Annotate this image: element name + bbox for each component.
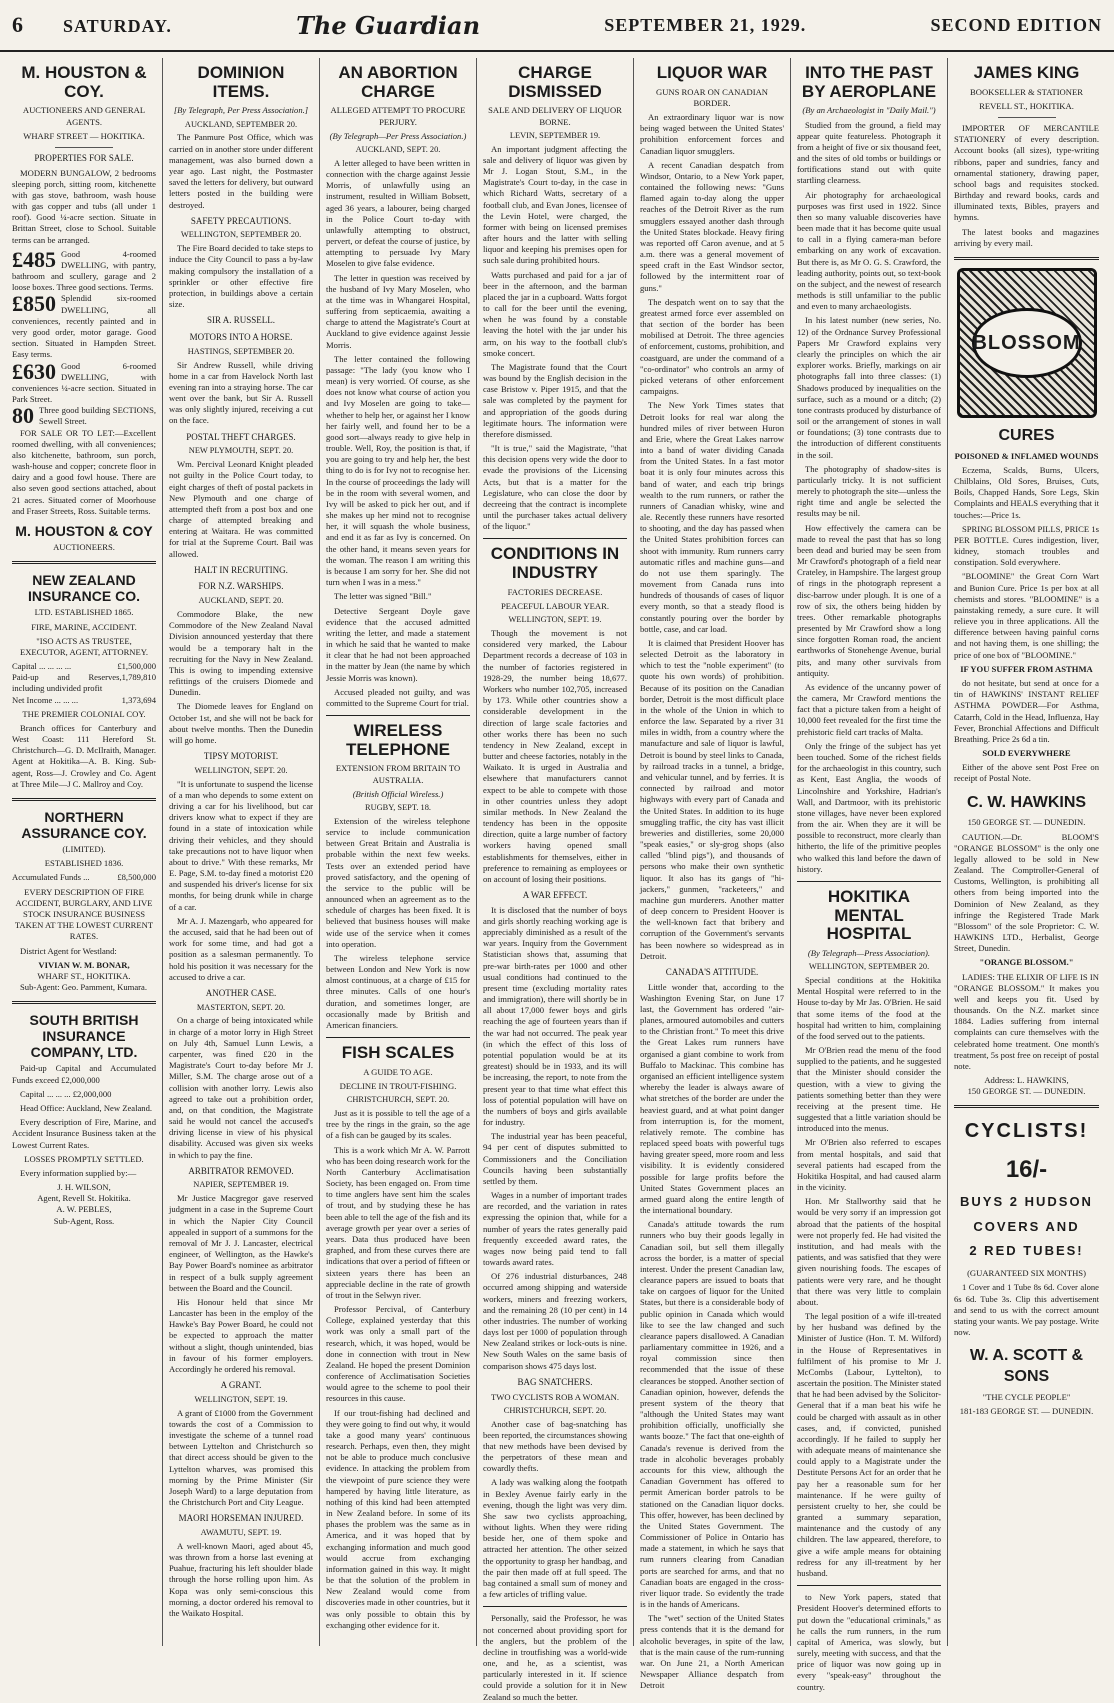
advert-text: Branch offices for Canterbury and West Coast: 111 Hereford St. Christchurch—G. D. McIlraith, Manager. Agent at Hokitika—A. B. King. Sub-agent, Ross—J. Crowley and Co. Agent at Three Mile—J C. Mallroy and Coy. [12, 722, 156, 789]
finance-label: Paid-up and Reserves, including undivided profit [12, 672, 122, 694]
sub-agent: Sub-Agent: Geo. Pamment, Kumara. [20, 982, 147, 993]
article-paragraph: Professor Percival, of Canterbury College, explained yesterday that this work was only a small part of the research, which, it was hoped, would be done in connection with trout in New Zealand. He hoped the present Dominion conference of Acclimatisation Societies would agree to the scheme to pool their resources in this cause. [326, 1304, 470, 1404]
article-paragraph: Wm. Percival Leonard Knight pleaded not guilty in the Police Court today, to eight charges of theft of postal packets in New Plymouth and one charge of attempted theft from a post box and one charge of attempted breaking and entering at Waitara. He was committed for trial at the Supreme Court. Bail was allowed. [169, 459, 313, 559]
property-listing [12, 246, 156, 294]
advert-subheading: (GUARANTEED SIX MONTHS) [967, 1268, 1086, 1279]
article-paragraph: Studied from the ground, a field may appear quite featureless. Photograph it from a height of five or six thousand feet, and the sites of old tombs or buildings or fortifications stand out with quite startling clearness. [797, 119, 941, 186]
article-subheading: ALLEGED ATTEMPT TO PROCURE PERJURY. [330, 105, 466, 127]
advert-text: MODERN BUNGALOW, 2 bedrooms sleeping porch, sitting room, kitchenette with gas stove, bathroom, wash house with gas copper and tubs (all under 1 roof). Good ¼-acre section. Situate in Brittan Street, close to School. Suitable terms can be arranged. [12, 167, 156, 245]
advertiser-address: 150 GEORGE ST. — DUNEDIN. [967, 817, 1086, 828]
property-listing [12, 358, 156, 406]
advert-text: Head Office: Auckland, New Zealand. [20, 1102, 153, 1113]
advertiser-name: W. A. SCOTT & SONS [969, 1347, 1084, 1386]
insurer-limited: (LIMITED). [62, 844, 106, 855]
masthead-day: SATURDAY. [63, 16, 172, 36]
dateline: NAPIER, SEPTEMBER 19. [193, 1180, 289, 1190]
property-price: £485 [12, 246, 56, 272]
agent-address: Sub-Agent, Ross. [53, 1215, 115, 1226]
dateline: WELLINGTON, SEPT. 19. [194, 1394, 288, 1404]
column-2 [163, 58, 320, 1646]
article-paragraph: The Panmure Post Office, which was carried on in another store under different management, was also burned down a year ago. Last night, the Postmaster saved the letters for delivery, but outward letters posted in the building were destroyed. [169, 132, 313, 210]
article-paragraph: Mr A. J. Mazengarb, who appeared for the accused, said that he had been out of work for some time, and had got a position as a salesman permanently. To hold his position it was necessary for the accused to drive a car. [169, 915, 313, 982]
advert-line: 2 RED TUBES! [969, 1243, 1084, 1259]
article-subheading: DECLINE IN TROUT-FISHING. [339, 1081, 457, 1091]
advert-text: Every information supplied by:— [20, 1167, 137, 1178]
advert-subheading: POISONED & INFLAMED WOUNDS [954, 450, 1099, 461]
article-subheading: CANADA'S ATTITUDE. [665, 966, 759, 977]
dateline: AUCKLAND, SEPTEMBER 20. [184, 119, 298, 129]
masthead-left [12, 12, 172, 38]
article-paragraph: "It is true," said the Magistrate, "that this decision opens very wide the door to evade the provisions of the Licensing Acts, but that is a matter for the Legislature, who can close the door by decreeing that the contract is incomplete until the purchaser takes actual delivery of the liquor." [483, 443, 627, 532]
divider [326, 715, 470, 716]
advert-text: CAUTION.—Dr. BLOOM'S "ORANGE BLOSSOM" is the only one legally allowed to be sold in New Zealand. The Comptroller-General of Customs, Wellington, is prohibiting all others from being imported into the Dominion of New Zealand, as they infringe the Registered Trade Mark "Blossom" of the sole Proprietor: C. W. HAWKINS LTD., Herbalist, George Street, Dunedin. [954, 831, 1099, 954]
dateline: AUCKLAND, SEPT. 20. [355, 144, 441, 154]
article-paragraph: The industrial year has been peaceful, 94 per cent of disputes submitted to Commissioners and the Conciliation Councils having been substantially settled by them. [483, 1131, 627, 1186]
finance-label: Capital ... ... ... ... [12, 661, 72, 672]
divider [483, 538, 627, 539]
article-paragraph: Accused pleaded not guilty, and was committed to the Supreme Court for trial. [326, 686, 470, 708]
advert-text: SPRING BLOSSOM PILLS, PRICE 1s PER BOTTLE. Cures indigestion, liver, kidney, stomach troubles and constipation. Sold everywhere. [954, 523, 1099, 568]
article-paragraph: In his latest number (new series, No. 12) of the Ordnance Survey Professional Papers Mr Crawford explains very clearly the principles on which the air explorer works. Briefly, markings on air photographs fall into three classes: (1) Shadows produced by inequalities on the surface, such as a mound or a ditch; (2) tone contrasts produced by disturbance of soil or the arrangement of stones in wall or foundations; (3) tone contrasts due to the introduction of different constituents in the soil. [797, 315, 941, 460]
article-subheading: GUNS ROAR ON CANADIAN BORDER. [656, 86, 768, 108]
advert-line: BUYS 2 HUDSON [960, 1193, 1093, 1209]
article-paragraph: Of 276 industrial disturbances, 248 occurred among shipping and waterside workers, miners and freezing workers, and the remaining 28 (10 per cent) in 14 other industries. The number of working days lost per 1000 of population through New Zealand strikes or lock-outs is nine. New South Wales on the same basis of comparison shows 475 days lost. [483, 1271, 627, 1371]
article-subheading: PEACEFUL LABOUR YEAR. [501, 601, 609, 612]
edition-label: SECOND EDITION [930, 14, 1102, 35]
divider [998, 117, 1056, 118]
article-paragraph: A letter alleged to have been written in connection with the charge against Jessie Morris, of unlawfully using an instrument, resulted in William Bobsett, aged 36 years, a labourer, being charged in the Police Court to-day with unlawfully attempting to obstruct, pervert, or defeat the course of justice, by attempting to persuade Ivy Mary Moselen to give false evidence. [326, 157, 470, 269]
article-subheading: ANOTHER CASE. [205, 987, 277, 998]
article-subheading: HALT IN RECRUITING. [194, 564, 288, 575]
insurer-name: SOUTH BRITISH INSURANCE COMPANY, LTD. [29, 1012, 139, 1061]
agent-address: WHARF ST., HOKITIKA. [37, 970, 131, 981]
article-paragraph: As evidence of the uncanny power of the camera, Mr Crawford mentions the fact that a picture taken from a height of 10,000 feet revealed for the first time the prehistoric field cart tracks of Malta. [797, 681, 941, 737]
masthead-date: SEPTEMBER 21, 1929. [604, 14, 807, 35]
property-price: £630 [12, 358, 56, 384]
property-text: Good 4-roomed DWELLING, with pantry, bathroom and scullery, garage and 2 loose boxes. Three good sections. Terms. [12, 248, 156, 293]
article-paragraph: Little wonder that, according to the Washington Evening Star, on June 17 last, the Government has ordered "air-planes, armoured automobiles and cutters to the Christian front." To meet this drive the Great Lakes rum runners have organised a giant combine to work from Buffalo to Mackinac. This combine has organised an efficient intelligence system whereby the leader is always aware of what stretches of the border are under the heaviest guard, and at what point danger from interruption is, for the moment, relatively remote. The combine has replaced speed boats with powerful tugs having greater speed, more room and less visibility. It is evidently considered possible for large profits before the United States Government places an armed guard along the entire length of the international boundary. [640, 981, 784, 1216]
insurer-type: FIRE, MARINE, ACCIDENT. [31, 621, 137, 632]
article-paragraph: This is a work which Mr A. W. Parrott who has been doing research work for the North Canterbury Acclimatisation Society, has been engaged on. From time to time anglers have sent him the scales of trout, and by studying these he has been able to tell the age of the fish and its average growth per year over a series of years. Data thus produced have been graphed, and from these curves there are indications that over a period of fifteen or sixteen years there has been an appreciable decline in the rate of growth of trout in the Selwyn river. [326, 1144, 470, 1300]
advert-text: Either of the above sent Post Free on receipt of Postal Note. [954, 762, 1099, 784]
advert-address-label: Address: L. HAWKINS, [984, 1075, 1069, 1086]
article-paragraph: Only the fringe of the subject has yet been touched. Some of the richest fields for the archaeologist in this country, such as Kent, East Anglia, the woods of Lincolnshire and Yorkshire, Hadrian's Wall, and Dartmoor, with its prehistoric stone villages, have never been explored from the air. When they are it will be possible to reconstruct, more clearly than hitherto, the life of the primitive peoples who walked this land before the dawn of history. [797, 740, 941, 874]
insurer-established: LTD. ESTABLISHED 1865. [34, 607, 134, 618]
article-paragraph: to New York papers, stated that President Hoover's determined efforts to put down the "educational criminals," as he calls the rum runners, in the rum capital of America, was slowly, but surely, meeting with success, and that the price of liquor was now going up in every "speak-easy" throughout the country. [797, 1592, 941, 1692]
insurer-acts: "ISO ACTS AS TRUSTEE, EXECUTOR, AGENT, ATTORNEY. [19, 635, 149, 657]
article-headline: CHARGE DISMISSED [508, 63, 602, 101]
article-headline: LIQUOR WAR [656, 63, 768, 82]
dateline: CHRISTCHURCH, SEPT. 20. [346, 1095, 450, 1105]
article-paragraph: How effectively the camera can be made to reveal the past that has so long been dead and buried may be seen from Mr Crawford's photograph of a field near Crateley, in Hampshire. The largest group of rings in the photograph represent a disc-barrow under plough. It is one of a row of six, the others being hidden by trees. Other remarkable photographs presented by Mr Crawford show a long since forgotten Roman road, the ancient earthworks of Stonehenge Avenue, burial pits, and many other survivals from antiquity. [797, 522, 941, 678]
insurer-tagline: THE PREMIER COLONIAL COY. [22, 708, 146, 719]
dateline: MASTERTON, SEPT. 20. [196, 1002, 286, 1012]
article-paragraph: The wireless telephone service between London and New York is now almost continuous, at a charge of £15 for three minutes. Calls of one hour's duration, and sometimes longer, are occasionally made by British and American financiers. [326, 952, 470, 1030]
article-paragraph: A grant of £1000 from the Government towards the cost of a Commission to investigate the scheme of a tunnel road between Lyttelton and Christchurch so that direct access should be given to the Lyttelton wharves, was promised this morning by the Prime Minister (Sir Joseph Ward) to a large deputation from the Christchurch Port and City League. [169, 1407, 313, 1508]
page-number: 6 [12, 12, 23, 37]
logo-emblem [972, 308, 1082, 378]
article-paragraph: Special conditions at the Hokitika Mental Hospital were referred to in the House to-day by Mr Jas. O'Brien. He said that some items of the food at the hospital had written to him, complaining of the food served out to the patients. [797, 975, 941, 1041]
divider [55, 147, 113, 148]
article-paragraph: Just as it is possible to tell the age of a tree by the rings in the grain, so the age of a fish can be gauged by its scales. [326, 1108, 470, 1141]
advert-subheading: "THE CYCLE PEOPLE" [982, 1391, 1071, 1402]
article-byline: (By Telegraph—Press Association). [807, 947, 931, 958]
divider [12, 798, 156, 801]
divider [954, 257, 1099, 260]
advert-text: Every description of Fire, Marine, and Accident Insurance Business taken at the Lowest Current Rates. [12, 1117, 156, 1150]
article-paragraph: Sir Andrew Russell, while driving home in a car from Havelock North last evening ran into a straying horse. The car went over the bank, but Sir A. Russell was only slightly injured, receiving a cut on the face. [169, 359, 313, 426]
article-paragraph: Extension of the wireless telephone service to include communication between Great Britain and Australia is probable within the next few weeks. Tests over an extended period have proved satisfactory, and the opening of the service to the public will be announced when an agreement as to the schedule of charges has been fixed. It is believed that business houses will make wide use of the service when it comes into operation. [326, 815, 470, 949]
article-paragraph: "It is unfortunate to suspend the license of a man who depends to some extent on driving a car for his livelihood, but car drivers know what to expect if they are found in a state of intoxication while driving their vehicles, and they should take precautions not to have liquor when about to drive." With these remarks, Mr E. Page, S.M. to-day fined a motorist £20 and suspended his driver's license for six months, for being drunk while in charge of a car. [169, 778, 313, 912]
property-listing [12, 405, 156, 427]
article-paragraph: The letter in question was received by the husband of Ivy Mary Moselen, who at the time was in Whangarei Hospital, suffering from septicaemia, awaiting a charge to attend the Magistrate's Court at Auckland to give evidence against Jessie Morris. [326, 272, 470, 350]
article-paragraph: A lady was walking along the footpath in Bexley Avenue fairly early in the evening, though the light was very dim. She saw two cyclists approaching, without lights. When they were riding beside her, one of them spoke and attracted her attention. The other seized the opportunity to grasp her handbag, and the pair then made off at full speed. The bag contained a small sum of money and a few articles of trifling value. [483, 1477, 627, 1600]
advertiser-address: 150 GEORGE ST. — DUNEDIN. [967, 1086, 1086, 1097]
article-paragraph: Mr Justice Macgregor gave reserved judgment in a case in the Supreme Court in which the Napier City Council appealed in support of a summons for the removal of Mr J. J. Lancaster, electrical engineer, of Wellington, as the Hawke's Bay Power Board's nominee as arbitrator in respect of a bulk supply agreement between the Board and the Council. [169, 1193, 313, 1293]
article-subheading: A GRANT. [220, 1380, 262, 1391]
article-headline: DOMINION ITEMS. [197, 63, 285, 101]
divider [797, 1585, 941, 1586]
article-subheading: ARBITRATOR REMOVED. [188, 1165, 294, 1176]
advertiser-role: AUCTIONEERS. [53, 542, 115, 552]
finance-row [12, 872, 156, 883]
dateline: NEW PLYMOUTH, SEPT. 20. [188, 446, 294, 456]
article-subheading: A WAR EFFECT. [522, 890, 588, 901]
advertiser-address: WHARF STREET — HOKITIKA. [23, 130, 145, 141]
property-text: Splendid six-roomed DWELLING, all conveniences, recently painted and in very good order, motor garage. Good section. Situated in Hampden Street. Easy terms. [12, 293, 156, 360]
advert-text: do not hesitate, but send at once for a tin of HAWKINS' INSTANT RELIEF ASTHMA POWDER—For Asthma, Catarrh, Cold in the Head, Influenza, Hay Fever, Bronchial Affections and Difficult Breathing. Price 2s 6d a tin. [954, 677, 1099, 744]
finance-value: 1,789,810 [121, 672, 156, 683]
advert-text: Capital ... ... ... £2,000,000 [20, 1088, 112, 1099]
article-subheading: SALE AND DELIVERY OF LIQUOR BORNE. [488, 105, 622, 127]
finance-label: Accumulated Funds ... [12, 872, 90, 883]
article-paragraph: Canada's attitude towards the rum runners who buy their goods legally in Canadian soil, but sell them illegally across the border, is a matter of special interest. Under the present Canadian law, clearance papers are issued to boats that take on cargoes of liquor for the United States, but there is a considerable body of public opinion in Canada which would like to see the law changed and such clearance papers disallowed. A Canadian parliamentary committee in 1926, and a royal commission since then recommended that the issue of these clearances be stopped. Another section of Canadian opinion, however, defends the present system of the theory that "although the United States may want prohibition officially, unofficially she wants booze." The fact that one-eighth of Canada's revenue is derived from the trade in alcoholic beverages probably accounts for this view, although the Canadian Government has offered to permit American border patrols to be stationed on the Canadian liquor docks. This offer, however, has been declined by the United States Government. The Commissioner of Police in Ontario has made a statement, in which he says that rum runners clearing from Canadian ports are searched for arms, and that no Canadian boats are engaged in the cross-river liquor trade. So evidently the trade is in the hands of Americans. [640, 1219, 784, 1610]
advertiser-name: JAMES KING [973, 63, 1080, 82]
article-paragraph: Hon. Mr Stallworthy said that he would be very sorry if an impression got abroad that the patients of the hospital were not properly fed. He had visited the institution, and had meals with the patients, and was satisfied that they were given nourishing foods. The escapes of patients were very rare, and he thought that there was very little to complain about. [797, 1196, 941, 1307]
article-paragraph: Mr O'Brien read the menu of the food supplied to the patients, and he suggested that the Minister should consider the question, with a view to giving the patients something better than they were receiving at the present time. He suggested that a little variation should be introduced into the menus. [797, 1045, 941, 1134]
article-paragraph: His Honour held that since Mr Lancaster has been in the employ of the Hawke's Bay Power Board, he could not be expected to approach the matter without a slight, though unintended, bias in favour of his former employers. Accordingly he ordered his removal. [169, 1296, 313, 1374]
newspaper-columns [6, 58, 1108, 1702]
article-byline: [By Telegraph, Per Press Association.] [173, 105, 309, 116]
property-listing [12, 293, 156, 360]
advertiser-role: AUCTIONEERS AND GENERAL AGENTS. [22, 105, 146, 127]
masthead [0, 0, 1114, 52]
article-headline: FISH SCALES [341, 1043, 455, 1063]
article-paragraph: An extraordinary liquor war is now being waged between the United States' prohibition enforcement forces and Canadian liquor smugglers. [640, 112, 784, 156]
agent-name: VIVIAN W. M. BONAR, [38, 959, 130, 970]
advert-heading: CYCLISTS! [964, 1120, 1089, 1143]
article-paragraph: Wages in a number of important trades are recorded, and the variation in rates expressing the opinion that, while for a number of years the rates generally paid frequently exceeded award rates, the wages now being paid tend to fall towards award rates. [483, 1190, 627, 1268]
article-paragraph: If our trout-fishing had declined and they were going to find out why, it would take a good many years' continuous research. Perhaps, even then, they might not be able to produce much conclusive evidence. In attacking the problem from the viewpoint of pure science they were hampered by having little literature, as nothing of this kind had been attempted in New Zealand before. In some of its phases the problem was the same as in America, and it was hoped that by exchanging information and much good would accrue from exchanging information gained in this way. It might be that the solution of the problem in New Zealand would come from discoveries made in other countries, but it was only possible to obtain this by exchanging other evidence for it. [326, 1407, 470, 1630]
dateline: CHRISTCHURCH, SEPT. 20. [503, 1405, 607, 1415]
article-byline: (By Telegraph—Per Press Association.) [329, 130, 467, 141]
dateline: HASTINGS, SEPTEMBER 20. [187, 346, 295, 356]
advert-text: Paid-up Capital and Accumulated Funds exceed £2,000,000 [12, 1063, 156, 1085]
article-paragraph: The letter contained the following passage: "The lady (you know who I mean) is very worried. Of course, as she does not know what course of action you and Ivy Moselen are going to take—whether to help her, or against her I know her fairly well, and found her to be a good sort—always ready to give help in trouble. Well, Roy, the position is that, if you are going to try and help her, the best thing to do is for Ivy not to recognise her. In the course of proceedings the lady will be in the room with several women, and Ivy will be asked to pick her out, and if she makes up her mind not to recognise her, it will squash the whole business, and end it as far as Ivy is concerned. On the other hand, it means seven years for the woman. The reason I am writing this is because I am sorry for her. She did not turn when I was in a mess." [326, 353, 470, 588]
article-paragraph: Personally, said the Professor, he was not concerned about providing sport for the anglers, but the problem of the decline in troutfishing was a world-wide one, and he, as a scientist, was particularly interested in it. If science could provide a solution for it in New Zealand so much the better. [483, 1613, 627, 1702]
insurer-description: EVERY DESCRIPTION OF FIRE ACCIDENT, BURGLARY, AND LIVE STOCK INSURANCE BUSINESS TAKEN AT THE LOWEST CURRENT RATES. [14, 886, 154, 942]
finance-value: 1,373,694 [121, 694, 156, 705]
agent-label: District Agent for Westland: [20, 945, 117, 956]
article-subheading: SIR A. RUSSELL. [206, 315, 275, 326]
article-subheading: MOTORS INTO A HORSE. [189, 332, 293, 342]
article-paragraph: A well-known Maori, aged about 45, was thrown from a horse last evening at Puahue, fracturing his left shoulder blade through the horse rolling upon him. As Kopa was only semi-conscious this morning, a doctor ordered his removal to the Waikato Hospital. [169, 1540, 313, 1618]
article-paragraph: An important judgment affecting the sale and delivery of liquor was given by Mr J. Logan Stout, S.M., in the Magistrate's Court to-day, in the case in which Richard Watts, secretary of a football club, and Evan Jones, licensee of the Levin Hotel, were charged, the former with being on licensed premises after hours and the latter with selling liquor and keeping his premises open for such sale during prohibited hours. [483, 143, 627, 266]
spring-blossom-logo-icon [957, 268, 1097, 418]
article-paragraph: Mr O'Brien also referred to escapes from mental hospitals, and said that several patients had escaped from the Hokitika Hospital, and had caused alarm in the vicinity. [797, 1137, 941, 1193]
article-paragraph: On a charge of being intoxicated while in charge of a motor lorry in High Street on July 4th, Samuel Lunn Lewis, a carpenter, was fined £20 in the Magistrate's Court to-day before Mr J. Miller, S.M. The charge arose out of a collision with another lorry. Lewis also agreed to take out a prohibition order, and, on that condition, the Magistrate said he would not cancel the accused's driving license in view of his physical disability. Accused was given six weeks in which to pay the fine. [169, 1015, 313, 1160]
article-paragraph: The letter was signed "Bill." [334, 591, 432, 602]
agent-address: Agent, Revell St. Hokitika. [37, 1193, 131, 1204]
advert-text: 1 Cover and 1 Tube 8s 6d. Cover alone 6s 6d. Tube 3s. Clip this advertisement and send to us with the correct amount stating your wants. We pay postage. Write now. [954, 1282, 1099, 1338]
dateline: WELLINGTON, SEPTEMBER 20. [180, 230, 302, 240]
article-headline: WIRELESS TELEPHONE [346, 721, 450, 759]
advert-text: IMPORTER OF MERCANTILE STATIONERY of every description. Account books (all sizes), type-writing ribbons, paper and sundries, fancy and ornamental stationery, drawing paper, school bags and requisites stocked. Birthday and reward books, cards and illuminated texts, Bibles, prayers and hymns. [954, 123, 1099, 223]
finance-row [12, 672, 156, 694]
article-headline: CONDITIONS IN INDUSTRY [490, 544, 620, 583]
advert-line: COVERS AND [973, 1218, 1080, 1234]
advertiser-address: 181-183 GEORGE ST. — DUNEDIN. [959, 1406, 1094, 1417]
column-3 [320, 58, 477, 1646]
dateline: WELLINGTON, SEPT. 19. [508, 615, 602, 625]
advertiser-name: C. W. HAWKINS [966, 793, 1087, 811]
advert-text: LADIES: THE ELIXIR OF LIFE IS IN "ORANGE BLOSSOM." It makes you well and keeps you fit. Used by thousands. On the N.Z. market since 1884. Ladies suffering from internal complaints can cure themselves with the celebrated home treatment. One month's treatment, 5s post free on receipt of postal note. [954, 971, 1099, 1071]
advertiser-name: M. HOUSTON & COY [15, 522, 153, 539]
article-paragraph: Air photography for archaeological purposes was first used in 1922. Since then so many valuable discoveries have been made that it has become quite usual to call in a flying camera-man before embarking on any work of excavation. But there is, as Mr O. G. S. Crawford, the leading authority, points out, so text-book on the subject, and the newest of research methods is still unfamiliar to the public and even to many archaeologists. [797, 189, 941, 312]
dateline: WELLINGTON, SEPTEMBER 20. [808, 962, 930, 972]
advert-text: Eczema, Scalds, Burns, Ulcers, Chilblains, Old Sores, Bruises, Cuts, Boils, Chapped Hands, Sore Legs, Skin Complaints and HEALS everything that it touches:—Price 1s. [954, 464, 1099, 520]
advert-price: 16/- [1005, 1156, 1048, 1184]
article-paragraph: It is disclosed that the number of boys and girls shortly reaching working age is appreciably diminished as a result of the war years. Inquiry from the Government Statistician shows that, assuming that pre-war birth-rates per 1000 and other usual conditions had continued to the present time (excluding mortality rates and immigration), there will shortly be in all about 17,000 fewer boys and girls reaching the age of fourteen years than if the war had not occurred. The peak year (in which the effect of this loss of potential population would be at its greatest) should be in 1933, and its will be increasing, the report, to note from the present year to that time what effect this loss of potential population will have on the numbers of boys and girls available for industry. [483, 904, 627, 1128]
advert-subheading: IF YOU SUFFER FROM ASTHMA [960, 663, 1093, 674]
article-paragraph: The legal position of a wife ill-treated by her husband was defined by the Minister of Justice (Hon. T. M. Wilford) in the House of Representatives in fulfilment of his promise to Mr J. McCombs (Labour, Lyttelton), to ascertain the position. The Minister stated that he had been advised by the Solicitor-General that if a man beat his wife he could be charged with assault as in other cases, and, if convicted, punished accordingly. If he failed to supply her with adequate means of maintenance she could apply to a Magistrate under the Destitute Persons Act for an order that he pay her a reasonable sum for her maintenance. If he were guilty of persistent cruelty to her, she could be granted a summary separation, maintenance and the custody of any children. The law appeared, therefore, to give a wife ample means for obtaining redress for any ill-treatment by her husband. [797, 1311, 941, 1578]
property-price: £850 [12, 291, 56, 317]
column-7 [948, 58, 1105, 1646]
agent-name: A. W. PEBLES, [56, 1204, 112, 1215]
divider [12, 561, 156, 564]
divider [483, 1606, 627, 1607]
finance-label: Net Income ... ... ... [12, 694, 79, 705]
article-paragraph: The Diomede leaves for England on October 1st, and she will not be back for about twelve months. Then the Dunedin will go home. [169, 701, 313, 745]
finance-row [12, 661, 156, 672]
article-paragraph: Though the movement is not considered very marked, the Labour Department records a decrease of 103 in the number of factories registered in 1928-29, the number being 18,677. Workers who number 102,705, increased by 173. While other countries show a considerable development in the direction of large scale factories and other works there has been no such tendency in New Zealand, except in butter and cheese factories, notably in the Waikato. It is urged in Australia and elsewhere that manufacturers cannot expect to be able to compete with those in other countries unless they adopt similar methods. In New Zealand the tendency has been in the opposite direction, quite a large number of factory workers having opened small establishments for themselves, either in preference to remaining as employees or on account of losing their positions. [483, 628, 627, 884]
article-subheading: POSTAL THEFT CHARGES. [186, 431, 296, 442]
article-paragraph: The New York Times states that Detroit looks for real war along the hundred miles of river between Huron and Erie, where the Great Lakes narrow into a band of water dividing Canada from the United States. In a fast motor boat it is only four minutes across this band of water, and each trip brings wealth to the rum runners, or rather the runners of Canadian whisky, wine and ale. Recently these runners have resorted to shooting, and the day has passed when the United States prohibition forces can shoot with immunity. Rum runners carry automatic rifles and machine guns—and do not use them sparingly. The movement from Canada runs into hundreds of thousands of cases of liquor every month, so that a steady flood is constantly pouring over the border by bottle, case, and car load. [640, 400, 784, 634]
dateline: WELLINGTON, SEPT. 20. [194, 765, 288, 775]
article-paragraph: Commodore Blake, the new Commodore of the New Zealand Naval Division announced yesterday that there would be a temporary halt in the recruiting for the Navy in New Zealand. This is owing to impending extensive refittings of the cruisers Diomede and Dunedin. [169, 609, 313, 698]
article-headline: AN ABORTION CHARGE [338, 63, 458, 101]
article-subheading: BAG SNATCHERS. [517, 1376, 593, 1387]
finance-value: £1,500,000 [117, 661, 156, 672]
article-subheading: MAORI HORSEMAN INJURED. [178, 1513, 304, 1524]
column-5 [634, 58, 791, 1691]
finance-row [12, 695, 156, 706]
property-text: Good 6-roomed DWELLING, with conveniences ¼-acre section. Situated in Park Street. [12, 360, 156, 405]
dateline: AWAMUTU, SEPT. 19. [200, 1527, 282, 1537]
article-paragraph: Another case of bag-snatching has been reported, the circumstances showing that new methods have been devised by the perpetrators of these mean and cowardly thefts. [483, 1418, 627, 1474]
insurer-name: NEW ZEALAND INSURANCE CO. [27, 572, 140, 605]
article-subheading: A GUIDE TO AGE. [363, 1066, 433, 1077]
property-text: Three good building SECTIONS, Sewell Street. [39, 405, 156, 427]
article-paragraph: The "wet" section of the United States press contends that it is the demand for alcoholic beverages, in spite of the law, that is the main cause of the rum-running war. On June 21, a North American Newspaper Alliance despatch from Detroit [640, 1613, 784, 1691]
article-byline: (By an Archaeologist in "Daily Mail.") [802, 105, 936, 116]
article-headline: INTO THE PAST BY AEROPLANE [801, 63, 937, 101]
advert-subheading: "ORANGE BLOSSOM." [979, 957, 1074, 968]
article-subheading: TIPSY MOTORIST. [203, 751, 279, 762]
insurer-established: ESTABLISHED 1836. [44, 858, 124, 869]
advert-text: "BLOOMINE" the Great Corn Wart and Bunion Cure. Price 1s per box at all chemists and stores. "BLOOMINE" is a painstaking remedy, a sure cure. It will relieve you in three applications. All the difference between having painful corns and not having them, is one shilling; the price of one box of "BLOOMINE." [954, 571, 1099, 660]
article-paragraph: Detective Sergeant Doyle gave evidence that the accused admitted writing the letter, and made a statement in which he said that he wanted to make it clear that he had not been approached in the matter by Jean (the name by which Jessie Morris was known). [326, 605, 470, 683]
column-6 [791, 58, 948, 1692]
dateline: RUGBY, SEPT. 18. [364, 802, 431, 812]
column-1 [6, 58, 163, 1646]
divider [326, 1037, 470, 1038]
advert-text: FOR SALE OR TO LET:—Excellent roomed dwelling, with all conveniences; also kitchenette, bathroom, sun porch, wash-house and copper; concrete floor in dairy and a good fowl house. There are also seven good sections attached, about 21 acres. Situated corner of Moorhouse and Fraser Streets, Ross. Suitable terms. [12, 427, 156, 516]
insurer-tagline: LOSSES PROMPTLY SETTLED. [24, 1153, 144, 1164]
article-paragraph: The despatch went on to say that the greatest armed force ever assembled on that section of the border has been mobilised at Detroit. The three agencies of enforcement, customs, prohibition, and coastguard, are under the command of a "co-ordinator" who controls an army of picked veterans of other enforcement campaigns. [640, 296, 784, 397]
divider [12, 1001, 156, 1004]
article-subheading: SAFETY PRECAUTIONS. [190, 215, 292, 226]
article-headline: HOKITIKA MENTAL HOSPITAL [826, 886, 912, 944]
advert-subheading: SOLD EVERYWHERE [982, 748, 1071, 759]
advert-heading: CURES [998, 426, 1055, 444]
section-heading: PROPERTIES FOR SALE. [34, 152, 134, 163]
advertiser-role: BOOKSELLER & STATIONER [970, 86, 1083, 97]
advertiser-name: M. HOUSTON & COY. [21, 63, 147, 101]
dateline: LEVIN, SEPTEMBER 19. [509, 130, 601, 140]
insurer-name: NORTHERN ASSURANCE COY. [21, 808, 147, 842]
property-price: 80 [12, 403, 34, 429]
article-byline: (British Official Wireless.) [352, 788, 444, 799]
article-paragraph: It is claimed that President Hoover has selected Detroit as the laboratory in which to test the "noble experiment" (to quote his own words) of prohibition. Because of its position on the Canadian border, Detroit is the most difficult place in the whole of the Union in which to enforce the law. Separated by a river 31 miles in width, from a country where the manufacture and sale of liquor is lawful, Detroit is bound by steel links to Canada, by railroad tracks in a tunnel, a bridge, and vehicular tunnel, and by ferries. It is connected by railroad and motor highways with every part of Canada and the United States. In addition to its huge smuggling traffic, the city has vast illicit breweries and distilleries, some 20,000 "speak easies," or sly-grog shops (also called "blind pigs"), and thousands of persons who make their own synthetic liquor. It also has its gangs of "hi-jackers," gunmen, "racketeers," and machine gun murderers. Another matter of deep concern to President Hoover is the well-known fact that bribery and corruption of the Government's servants has been nowhere so widespread as in Detroit. [640, 637, 784, 961]
dateline: AUCKLAND, SEPT. 20. [198, 596, 284, 606]
article-subheading: TWO CYCLISTS ROB A WOMAN. [490, 1391, 620, 1402]
article-subheading: FACTORIES DECREASE. [507, 586, 603, 597]
article-paragraph: The Fire Board decided to take steps to induce the City Council to pass a by-law making compulsory the installation of a sprinkler or other effective fire protection, in buildings above a certain size. [169, 243, 313, 310]
article-paragraph: The photography of shadow-sites is particularly tricky. It is not sufficient merely to photograph the site—unless the right time and angle be selected the results may be nil. [797, 463, 941, 519]
agent-name: J. H. WILSON, [57, 1182, 111, 1193]
advert-text: The latest books and magazines arriving by every mail. [954, 226, 1099, 248]
advertiser-address: REVELL ST., HOKITIKA. [979, 100, 1074, 111]
article-paragraph: Watts purchased and paid for a jar of beer in the afternoon, and the barman placed the jar in a cupboard. Watts forgot to call for the beer until the evening, when he was found by a constable leaving the hotel with the jar under his arm, on his way to the football club's smoke concert. [483, 269, 627, 358]
article-paragraph: A recent Canadian despatch from Windsor, Ontario, to a New York paper, contained the following news: "Guns flamed again to-day along the upper reaches of the Detroit River as the rum smugglers essayed another dash through the United States blockade. Heavy firing was reported off Caron avenue, and at 5 a.m. there was a general movement of speed craft in the East Windsor sector, followed by the intermittent roar of guns." [640, 159, 784, 293]
finance-value: £8,500,000 [117, 872, 156, 883]
divider [797, 881, 941, 882]
column-4 [477, 58, 634, 1702]
article-subheading: EXTENSION FROM BRITAIN TO AUSTRALIA. [335, 763, 461, 785]
divider [954, 1105, 1099, 1108]
newspaper-title: The Guardian [296, 10, 481, 40]
logo-text: BLOSSOM [972, 331, 1081, 354]
article-subheading: FOR N.Z. WARSHIPS. [198, 581, 284, 592]
article-paragraph: The Magistrate found that the Court was bound by the English decision in the case Bristow v. Piper 1915, and that the sale was completed by the payment for and appropriation of the goods during legitimate hours. The information were therefore dismissed. [483, 361, 627, 439]
